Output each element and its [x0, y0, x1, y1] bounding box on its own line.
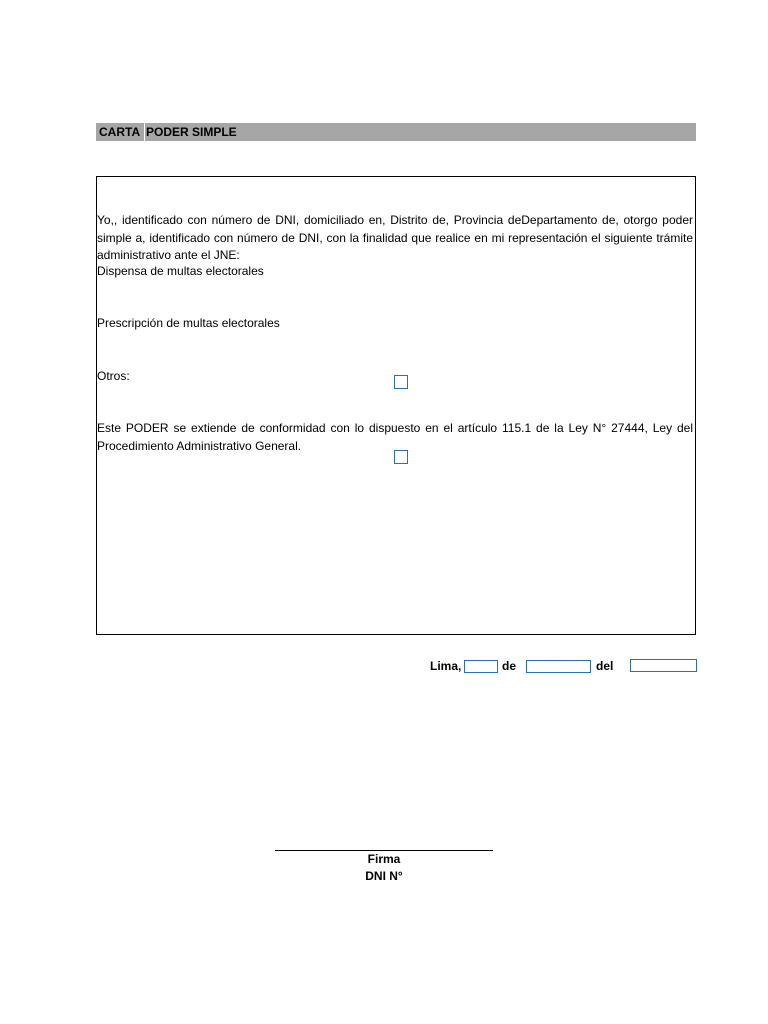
title-divider: [144, 123, 145, 141]
option-prescripcion-label: Prescripción de multas electorales: [97, 316, 280, 330]
option-dispensa-label: Dispensa de multas electorales: [97, 264, 264, 278]
intro-paragraph: Yo,, identificado con número de DNI, domiciliado en, Distrito de, Provincia deDepartamento de, otorgo poder simple a, identificado con número de DNI, con la finalidad que realice en mi representación el siguiente trámite administrativo ante el JNE:: [97, 213, 693, 262]
dni-label: DNI N°: [365, 869, 403, 883]
ley-checkbox[interactable]: [394, 450, 408, 464]
option-otros-label: Otros:: [97, 369, 130, 383]
poder-content-box: [96, 176, 696, 635]
signature-line: [275, 850, 493, 851]
month-field[interactable]: [526, 660, 591, 673]
lima-label: Lima,: [430, 659, 462, 673]
de-label: de: [502, 659, 517, 673]
title-part-1: CARTA: [99, 125, 141, 139]
ley-paragraph: Este PODER se extiende de conformidad con lo dispuesto en el artículo 115.1 de la Ley N° 27444, Ley del Procedimiento Administrativo General.: [97, 421, 693, 453]
title-part-2: PODER SIMPLE: [146, 125, 237, 139]
document-title-bar: [96, 123, 696, 141]
del-label: del: [596, 659, 614, 673]
otros-checkbox[interactable]: [394, 375, 408, 389]
day-field[interactable]: [464, 660, 498, 673]
firma-label: Firma: [367, 852, 401, 866]
year-field[interactable]: [630, 659, 697, 672]
